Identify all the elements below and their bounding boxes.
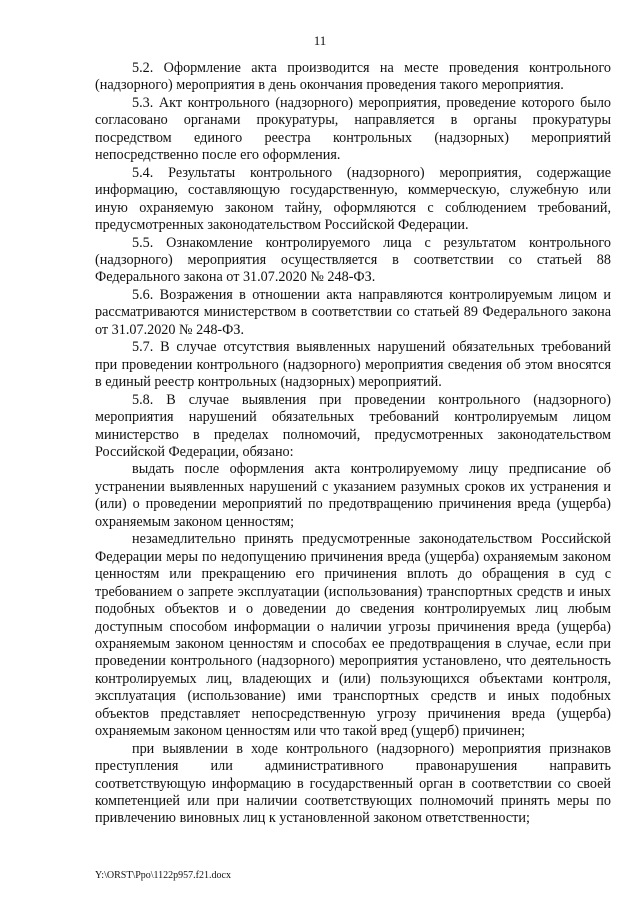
paragraph-5-7: 5.7. В случае отсутствия выявленных нарушений обязательных требований при проведении контрольного (надзорного) мероприятия сведения об этом вносятся в единый реестр контрольных (надзорных) мероприятий.: [95, 339, 611, 391]
paragraph-5-2: 5.2. Оформление акта производится на месте проведения контрольного (надзорного) мероприятия в день окончания проведения такого мероприятия.: [95, 60, 611, 94]
paragraph-report-violation: при выявлении в ходе контрольного (надзорного) мероприятия признаков преступления или административного правонарушения направить соответствующую информацию в государственный орган в соответствии со своей компетенцией или при наличии соответствующих полномочий принять меры по привлечению виновных лиц к установленной законом ответственности;: [95, 740, 611, 827]
paragraph-5-5: 5.5. Ознакомление контролируемого лица с результатом контрольного (надзорного) мероприятия осуществляется в соответствии со статьей 88 Федерального закона от 31.07.2020 № 248-ФЗ.: [95, 234, 611, 286]
paragraph-5-4: 5.4. Результаты контрольного (надзорного) мероприятия, содержащие информацию, составляющую государственную, коммерческую, служебную или иную охраняемую законом тайну, оформляются с соблюдением требований, предусмотренных законодательством Российской Федерации.: [95, 164, 611, 234]
paragraph-5-3: 5.3. Акт контрольного (надзорного) мероприятия, проведение которого было согласовано органами прокуратуры, направляется в органы прокуратуры посредством единого реестра контрольных (надзорных) мероприятий непосредственно после его оформления.: [95, 94, 611, 164]
file-path-footer: Y:\ORST\Ppo\1122p957.f21.docx: [95, 870, 231, 881]
document-body: [95, 60, 611, 828]
paragraph-take-measures: незамедлительно принять предусмотренные законодательством Российской Федерации меры по недопущению причинения вреда (ущерба) охраняемым законом ценностям или прекращению его причинения вплоть до обращения в суд с требованием о запрете эксплуатации (использования) транспортных средств и иных подобных объектов и о доведении до сведения контролируемых лиц любым доступным способом информации о наличии угрозы причинения вреда (ущерба) охраняемым законом ценностям и способах ее предотвращения в случае, если при проведении контрольного (надзорного) мероприятия установлено, что деятельность контролируемых лиц, владеющих и (или) пользующихся объектами контроля, эксплуатация (использование) ими транспортных средств и иных подобных объектов представляет непосредственную угрозу причинения вреда (ущерба) охраняемым законом ценностям или что такой вред (ущерб) причинен;: [95, 531, 611, 740]
paragraph-issue-order: выдать после оформления акта контролируемому лицу предписание об устранении выявленных нарушений с указанием разумных сроков их устранения и (или) о проведении мероприятий по предотвращению причинения вреда (ущерба) охраняемым законом ценностям;: [95, 461, 611, 530]
paragraph-5-6: 5.6. Возражения в отношении акта направляются контролируемым лицом и рассматриваются министерством в соответствии со статьей 89 Федерального закона от 31.07.2020 № 248-ФЗ.: [95, 286, 611, 338]
paragraph-5-8: 5.8. В случае выявления при проведении контрольного (надзорного) мероприятия нарушений обязательных требований контролируемым лицом министерство в пределах полномочий, предусмотренных законодательством Российской Федерации, обязано:: [95, 391, 611, 460]
page-number: 11: [313, 33, 327, 48]
